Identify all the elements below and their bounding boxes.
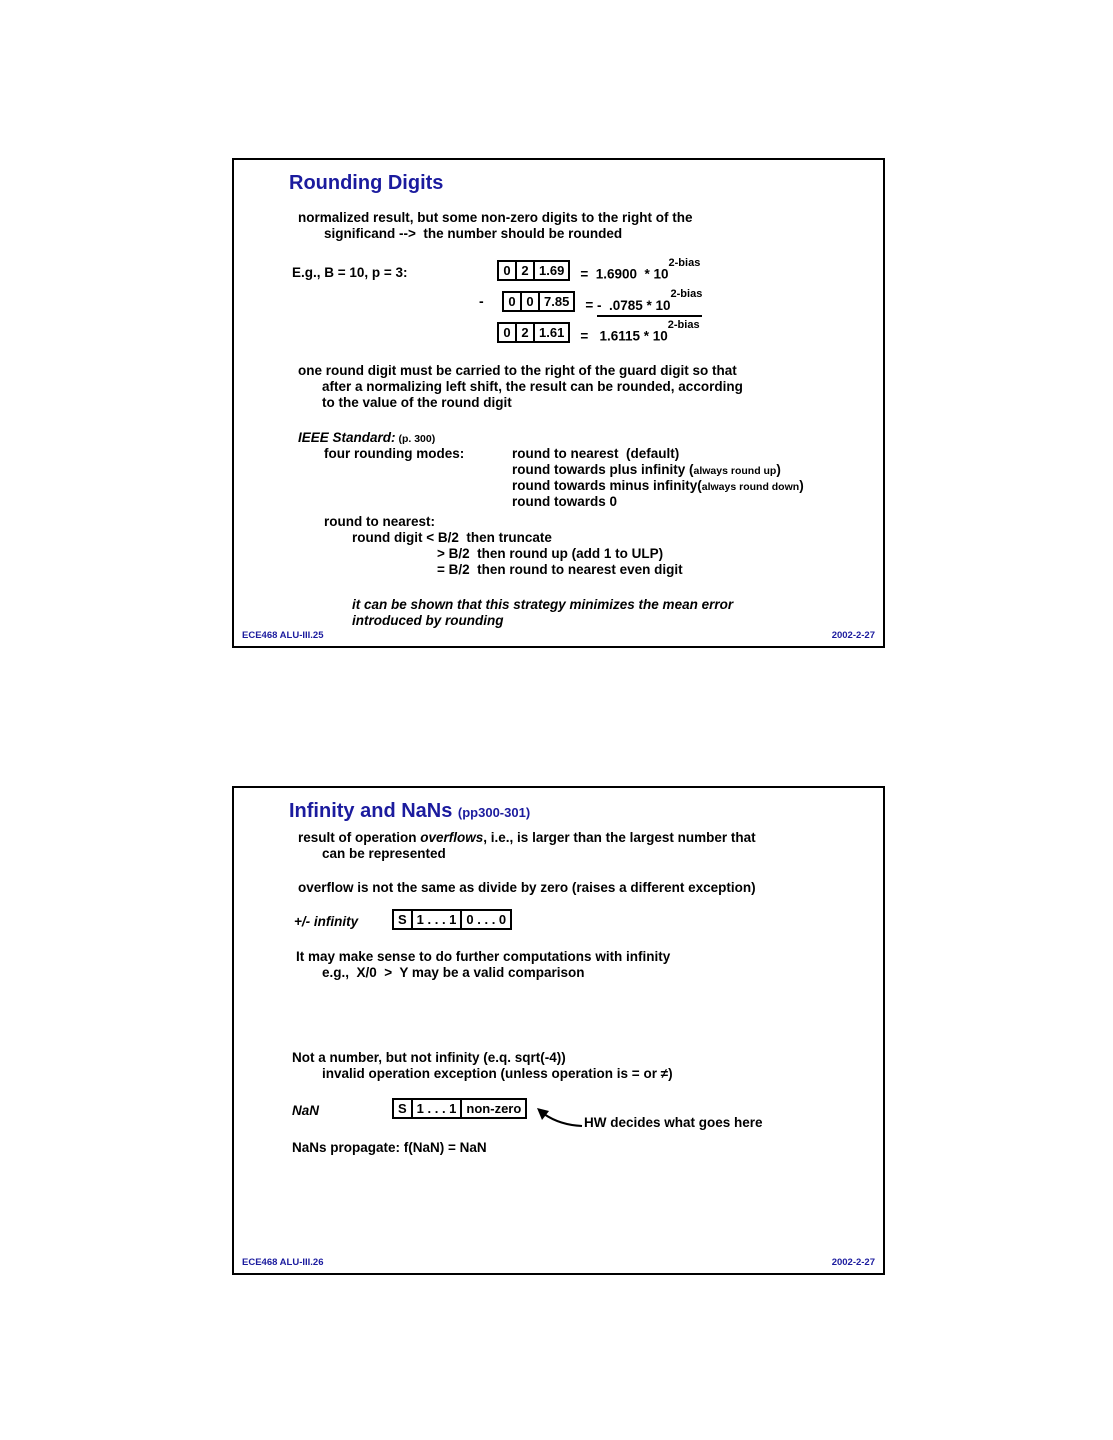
nan-para-line1: Not a number, but not infinity (e.q. sqrt(-4))	[292, 1050, 566, 1065]
exponent-cell: 1 . . . 1	[411, 909, 463, 930]
slide2-footer-right: 2002-2-27	[831, 1257, 875, 1268]
infinity-label: +/- infinity	[294, 914, 359, 929]
sign-cell: S	[392, 909, 413, 930]
infinity-computation-line2: e.g., X/0 > Y may be a valid comparison	[322, 965, 585, 980]
round-digit-para-line1: one round digit must be carried to the right of the guard digit so that	[298, 363, 737, 378]
equation-text: = - $.0785 * 10^{2-bias}$	[585, 291, 702, 316]
digit-cell: 1.61	[533, 322, 570, 343]
digit-register-row3	[497, 319, 700, 347]
round-to-nearest-rule3: = B/2 then round to nearest even digit	[437, 562, 683, 577]
overflows-emphasis: overflows	[420, 830, 484, 845]
digit-cell: 2	[515, 260, 535, 281]
nan-propagate-line: NaNs propagate: f(NaN) = NaN	[292, 1140, 487, 1155]
digit-cell: 0	[520, 291, 540, 312]
slide2-footer-left: ECE468 ALU-III.26	[242, 1257, 324, 1268]
slide2-title: Infinity and NaNs (pp300-301)	[289, 800, 531, 822]
infinity-computation-line1: It may make sense to do further computations with infinity	[296, 949, 671, 964]
round-digit-para-line2: after a normalizing left shift, the result can be rounded, according	[322, 379, 743, 394]
digit-register-row1	[497, 257, 701, 285]
slide1-title: Rounding Digits	[289, 172, 444, 194]
nan-label: NaN	[292, 1103, 320, 1118]
rounding-mode-3: round towards minus infinity(always round down)	[512, 478, 804, 493]
rounding-modes-label: four rounding modes:	[324, 446, 465, 461]
digit-cell: 0	[502, 291, 522, 312]
exponent-bias: 2-bias	[670, 288, 703, 300]
overflow-para-line1: result of operation overflows, i.e., is larger than the largest number that	[298, 830, 756, 845]
nan-para-line2: invalid operation exception (unless operation is = or ≠)	[322, 1066, 673, 1081]
round-to-nearest-rule1: round digit < B/2 then truncate	[352, 530, 552, 545]
arrow-to-nan-significand	[534, 1108, 586, 1130]
rounding-mode-4: round towards 0	[512, 494, 618, 509]
sign-cell: S	[392, 1098, 413, 1119]
slide-rounding-digits	[232, 158, 885, 648]
strategy-note-line2: introduced by rounding	[352, 613, 504, 628]
significand-cell: non-zero	[460, 1098, 527, 1119]
hw-decides-label: HW decides what goes here	[584, 1115, 763, 1130]
digit-register-row2	[502, 288, 703, 316]
round-to-nearest-label: round to nearest:	[324, 514, 436, 529]
round-digit-para-line3: to the value of the round digit	[322, 395, 512, 410]
digit-cell: 1.69	[533, 260, 570, 281]
equation-text: = $1.6900 * 10^{2-bias}$	[580, 257, 701, 282]
ieee-page-ref: (p. 300)	[395, 433, 436, 445]
significand-cell: 0 . . . 0	[460, 909, 512, 930]
infinity-encoding-row	[392, 909, 512, 930]
digit-cell: 7.85	[538, 291, 575, 312]
digit-cell: 0	[497, 260, 517, 281]
ieee-standard-heading: IEEE Standard: (p. 300)	[298, 430, 436, 445]
slide-infinity-and-nans	[232, 786, 885, 1275]
slide1-footer-left: ECE468 ALU-III.25	[242, 630, 324, 641]
round-to-nearest-rule2: > B/2 then round up (add 1 to ULP)	[437, 546, 664, 561]
slide1-example-label: E.g., B = 10, p = 3:	[292, 265, 408, 280]
equation-text: = $1.6115 * 10^{2-bias}$	[580, 319, 700, 344]
strategy-note-line1: it can be shown that this strategy minimizes the mean error	[352, 597, 734, 612]
subtraction-rule: - $.0785 * 10^{2-bias}$	[597, 298, 702, 317]
minus-sign: -	[479, 293, 484, 309]
rounding-mode-2: round towards plus infinity (always round up)	[512, 462, 781, 477]
slide1-intro-line1: normalized result, but some non-zero digits to the right of the	[298, 210, 693, 225]
nan-encoding-row	[392, 1098, 527, 1119]
slide1-intro-line2: significand --> the number should be rounded	[324, 226, 623, 241]
overflow-vs-divzero: overflow is not the same as divide by zero (raises a different exception)	[298, 880, 756, 895]
exponent-bias: 2-bias	[667, 319, 700, 331]
overflow-para-line2: can be represented	[322, 846, 446, 861]
slide1-footer-right: 2002-2-27	[831, 630, 875, 641]
rounding-mode-1: round to nearest (default)	[512, 446, 680, 461]
exponent-bias: 2-bias	[668, 257, 701, 269]
digit-cell: 0	[497, 322, 517, 343]
digit-cell: 2	[515, 322, 535, 343]
slide2-title-page-ref: (pp300-301)	[457, 805, 531, 820]
exponent-cell: 1 . . . 1	[411, 1098, 463, 1119]
